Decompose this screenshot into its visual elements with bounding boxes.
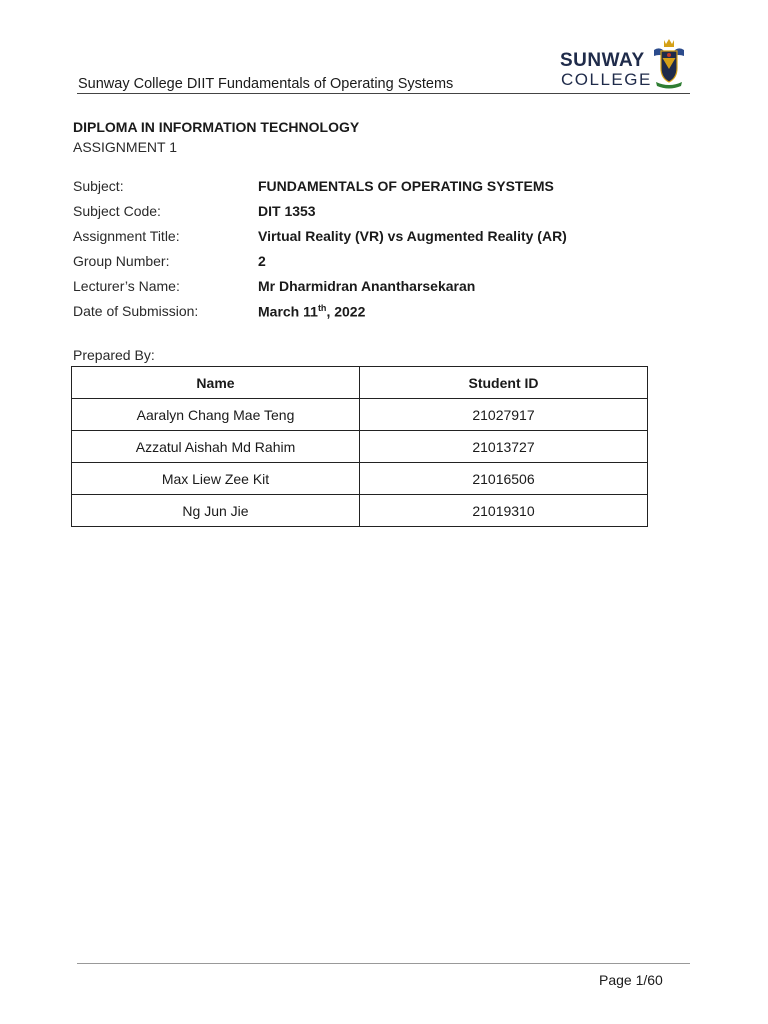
info-label: Assignment Title: (73, 228, 180, 244)
info-label: Subject Code: (73, 203, 161, 219)
info-value: 2 (258, 253, 266, 269)
program-title: DIPLOMA IN INFORMATION TECHNOLOGY (73, 119, 360, 135)
student-name: Aaralyn Chang Mae Teng (72, 399, 360, 431)
table-header-row (72, 367, 648, 399)
prepared-by-label: Prepared By: (73, 347, 155, 363)
assignment-number: ASSIGNMENT 1 (73, 139, 177, 155)
student-id: 21027917 (360, 399, 648, 431)
info-value: Mr Dharmidran Anantharsekaran (258, 278, 476, 294)
student-id: 21016506 (360, 463, 648, 495)
info-value (258, 303, 365, 320)
student-name: Ng Jun Jie (72, 495, 360, 527)
logo-wordmark-sunway: SUNWAY (560, 50, 645, 71)
date-main: March 11 (258, 303, 318, 320)
table-row (72, 431, 648, 463)
table-row (72, 399, 648, 431)
info-value: FUNDAMENTALS OF OPERATING SYSTEMS (258, 178, 554, 194)
info-value: DIT 1353 (258, 203, 316, 219)
column-header-name: Name (72, 367, 360, 399)
student-name: Azzatul Aishah Md Rahim (72, 431, 360, 463)
page-number: Page 1/60 (599, 972, 663, 988)
sunway-college-logo (558, 38, 690, 92)
date-year: , 2022 (326, 303, 366, 320)
logo-wordmark-college: COLLEGE (561, 70, 652, 89)
info-label: Group Number: (73, 253, 170, 269)
crest-icon (652, 38, 686, 90)
info-label: Lecturer’s Name: (73, 278, 180, 294)
student-id: 21013727 (360, 431, 648, 463)
table-row (72, 463, 648, 495)
info-value: Virtual Reality (VR) vs Augmented Reality (AR) (258, 228, 567, 244)
students-table (71, 366, 648, 527)
header-divider (77, 93, 690, 94)
info-label: Date of Submission: (73, 303, 199, 319)
student-name: Max Liew Zee Kit (72, 463, 360, 495)
student-id: 21019310 (360, 495, 648, 527)
table-row (72, 495, 648, 527)
header-title: Sunway College DIIT Fundamentals of Operating Systems (78, 76, 454, 92)
date-ordinal-suffix: th (317, 303, 327, 313)
info-label: Subject: (73, 178, 124, 194)
column-header-student-id: Student ID (360, 367, 648, 399)
footer-divider (77, 963, 690, 964)
